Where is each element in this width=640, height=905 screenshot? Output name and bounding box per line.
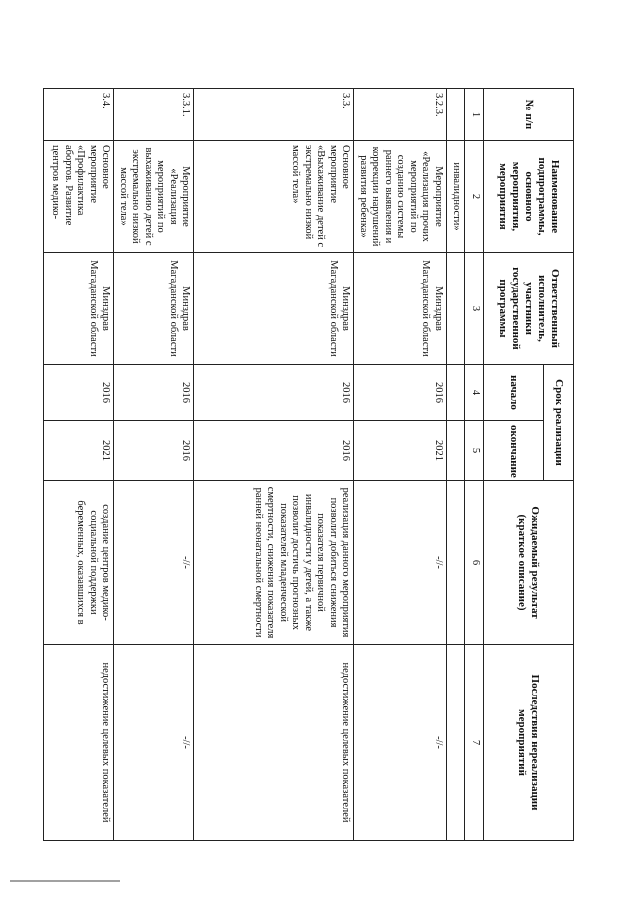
row-consequence: недостижение целевых показателей [44,645,114,841]
row-end: 2021 [354,421,447,481]
row-start [447,365,465,421]
header-num: № п/п [484,89,574,141]
row-executor: Минздрав Магаданской области [114,253,194,365]
row-consequence: -//- [114,645,194,841]
row-end: 2021 [44,421,114,481]
row-num [447,89,465,141]
column-number: 7 [465,645,484,841]
row-result [447,481,465,645]
row-name: Основное мероприятие «Профилактика абортов. Развитие центров медико- [44,141,114,253]
row-executor [447,253,465,365]
row-name: инвалидности» [447,141,465,253]
rotated-page [40,0,600,905]
row-result: создание центров медико-социальной поддержки беременных, оказавшихся в [44,481,114,645]
column-number: 1 [465,89,484,141]
header-period: Срок реализации [544,365,574,481]
column-number: 5 [465,421,484,481]
header-consequence: Последствия нереализации мероприятий [484,645,574,841]
row-start: 2016 [44,365,114,421]
table-row [354,89,447,841]
table-row [44,89,114,841]
program-table [44,88,575,841]
row-consequence: недостижение целевых показателей [194,645,354,841]
row-num: 3.2.3. [354,89,447,141]
row-end: 2016 [194,421,354,481]
row-result: -//- [354,481,447,645]
row-end [447,421,465,481]
row-num: 3.3. [194,89,354,141]
header-start: начало [484,365,544,421]
header-executor: Ответственный исполнитель, участники государственной программы [484,253,574,365]
row-start: 2016 [194,365,354,421]
row-name: Основное мероприятие «Выхаживание детей с экстремально низкой массой тела» [194,141,354,253]
column-number-row [465,89,484,841]
row-name: Мероприятие «Реализация мероприятий по выхаживанию детей с экстремально низкой массой тела» [114,141,194,253]
column-number: 2 [465,141,484,253]
column-number: 6 [465,481,484,645]
row-executor: Минздрав Магаданской области [194,253,354,365]
row-executor: Минздрав Магаданской области [44,253,114,365]
table-row [194,89,354,841]
row-result: -//- [114,481,194,645]
row-consequence: -//- [354,645,447,841]
row-start: 2016 [354,365,447,421]
row-num: 3.3.1. [114,89,194,141]
table-row [114,89,194,841]
column-number: 4 [465,365,484,421]
row-result: реализация данного мероприятия позволит добиться снижения показателя первичной инвалидности у детей, а также позволит достичь прогнозных показателей младенческой смертности, снижения показателя ранней неонатальной смертности [194,481,354,645]
row-executor: Минздрав Магаданской области [354,253,447,365]
table-row [447,89,465,841]
header-end: окончание [484,421,544,481]
row-consequence [447,645,465,841]
row-name: Мероприятие «Реализация прочих мероприятий по созданию системы раннего выявления и коррекции нарушений развития ребенка» [354,141,447,253]
row-end: 2016 [114,421,194,481]
scan-edge-line [10,880,120,882]
header-name: Наименование подпрограммы, основного мероприятия, мероприятия [484,141,574,253]
row-num: 3.4. [44,89,114,141]
header-result: Ожидаемый результат (краткое описание) [484,481,574,645]
row-start: 2016 [114,365,194,421]
column-number: 3 [465,253,484,365]
